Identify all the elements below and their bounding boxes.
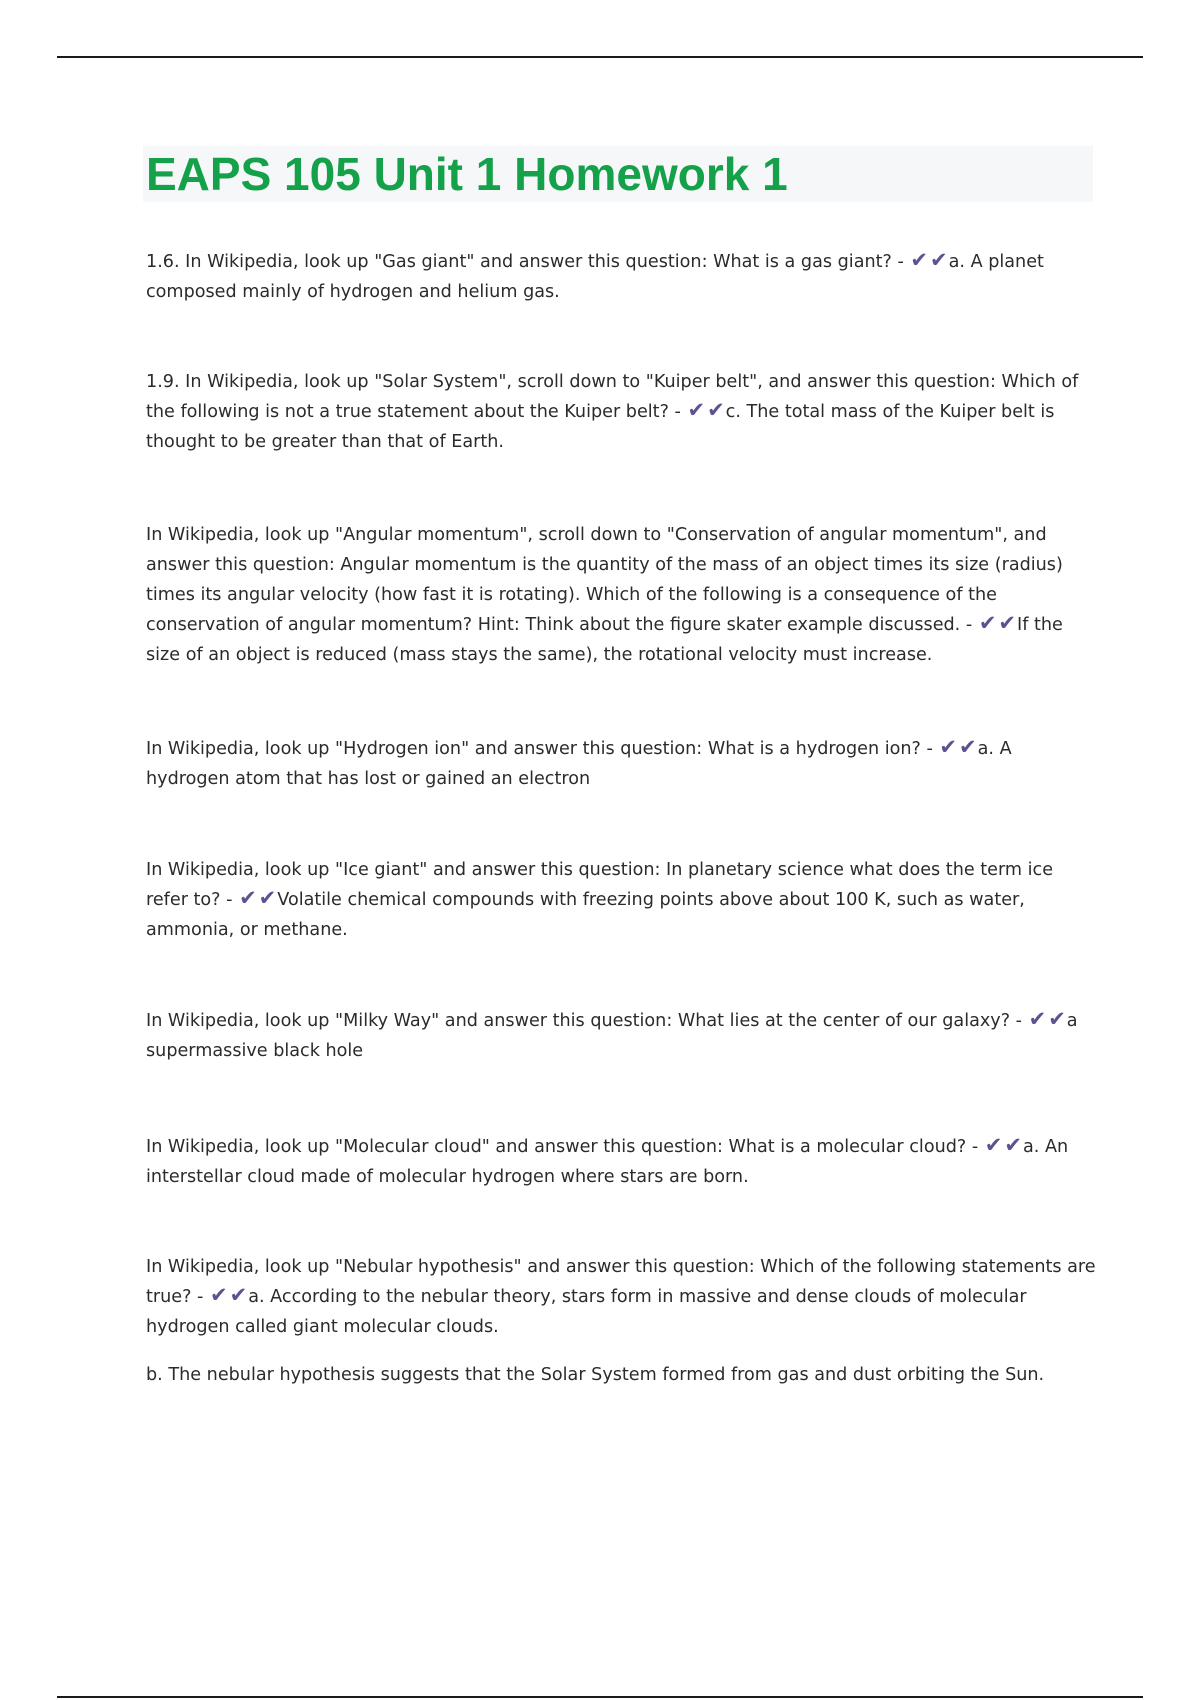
- extra-answer: b. The nebular hypothesis suggests that the Solar System formed from gas and dust orbiting the Sun.: [146, 1365, 1045, 1385]
- question-text: In Wikipedia, look up "Ice giant" and answer this question: In planetary science what does the term ice refer to? -: [146, 860, 1054, 910]
- document-title: EAPS 105 Unit 1 Homework 1: [146, 148, 788, 200]
- question-text: In Wikipedia, look up "Nebular hypothesis" and answer this question: Which of the following statements are true? -: [146, 1257, 1096, 1307]
- bottom-rule: [57, 1696, 1143, 1698]
- qa-item-1: [146, 247, 1096, 307]
- qa-item-7: [146, 1132, 1096, 1192]
- check-icon: ✔: [707, 398, 725, 422]
- check-icon: ✔: [910, 248, 929, 272]
- qa-item-3: [146, 520, 1096, 670]
- question-text: In Wikipedia, look up "Hydrogen ion" and answer this question: What is a hydrogen ion? -: [146, 739, 933, 759]
- top-rule: [57, 56, 1143, 58]
- check-icon: ✔: [978, 611, 997, 635]
- question-text: In Wikipedia, look up "Milky Way" and answer this question: What lies at the center of our galaxy? -: [146, 1011, 1022, 1031]
- check-icon: ✔: [998, 611, 1017, 635]
- double-check-icon: [686, 398, 725, 422]
- answer-text: c. The total mass of the Kuiper belt is thought to be greater than that of Earth.: [146, 402, 1055, 452]
- double-check-icon: [238, 886, 277, 910]
- question-text: In Wikipedia, look up "Angular momentum", scroll down to "Conservation of angular momentum", and answer this question: Angular momentum is the quantity of the mass of an object times its size (radius) times its angular velocity (how fast it is rotating). Which of the following is a consequence of the conservation of angular momentum? Hint: Think about the figure skater example discussed. -: [146, 525, 1063, 635]
- qa-item-4: [146, 734, 1096, 794]
- double-check-icon: [938, 735, 977, 759]
- question-text: 1.6. In Wikipedia, look up "Gas giant" and answer this question: What is a gas giant? -: [146, 252, 904, 272]
- qa-item-8: [146, 1252, 1096, 1342]
- double-check-icon: [984, 1133, 1023, 1157]
- check-icon: ✔: [229, 1283, 248, 1307]
- qa-item-6: [146, 1006, 1096, 1066]
- check-icon: ✔: [258, 886, 277, 910]
- check-icon: ✔: [239, 886, 257, 910]
- qa-item-5: [146, 855, 1096, 945]
- answer-text: a supermassive black hole: [146, 1011, 1078, 1061]
- qa-item-2: [146, 367, 1096, 457]
- check-icon: ✔: [1048, 1007, 1066, 1031]
- check-icon: ✔: [930, 248, 948, 272]
- answer-text: If the size of an object is reduced (mass stays the same), the rotational velocity must increase.: [146, 615, 1063, 665]
- check-icon: ✔: [1004, 1133, 1022, 1157]
- double-check-icon: [978, 611, 1017, 635]
- answer-text: a. A hydrogen atom that has lost or gained an electron: [146, 739, 1012, 789]
- check-icon: ✔: [959, 735, 977, 759]
- check-icon: ✔: [209, 1283, 228, 1307]
- double-check-icon: [909, 248, 948, 272]
- check-icon: ✔: [687, 398, 706, 422]
- answer-text: a. A planet composed mainly of hydrogen and helium gas.: [146, 252, 1044, 302]
- answer-text: Volatile chemical compounds with freezing points above about 100 K, such as water, ammonia, or methane.: [146, 890, 1025, 940]
- check-icon: ✔: [939, 735, 958, 759]
- question-text: In Wikipedia, look up "Molecular cloud" and answer this question: What is a molecular cloud? -: [146, 1137, 979, 1157]
- answer-text: a. According to the nebular theory, stars form in massive and dense clouds of molecular hydrogen called giant molecular clouds.: [146, 1287, 1027, 1337]
- check-icon: ✔: [1028, 1007, 1047, 1031]
- answer-text: a. An interstellar cloud made of molecular hydrogen where stars are born.: [146, 1137, 1069, 1187]
- double-check-icon: [1028, 1007, 1067, 1031]
- check-icon: ✔: [984, 1133, 1003, 1157]
- double-check-icon: [209, 1283, 248, 1307]
- question-text: 1.9. In Wikipedia, look up "Solar System", scroll down to "Kuiper belt", and answer this question: Which of the following is not a true statement about the Kuiper belt? -: [146, 372, 1079, 422]
